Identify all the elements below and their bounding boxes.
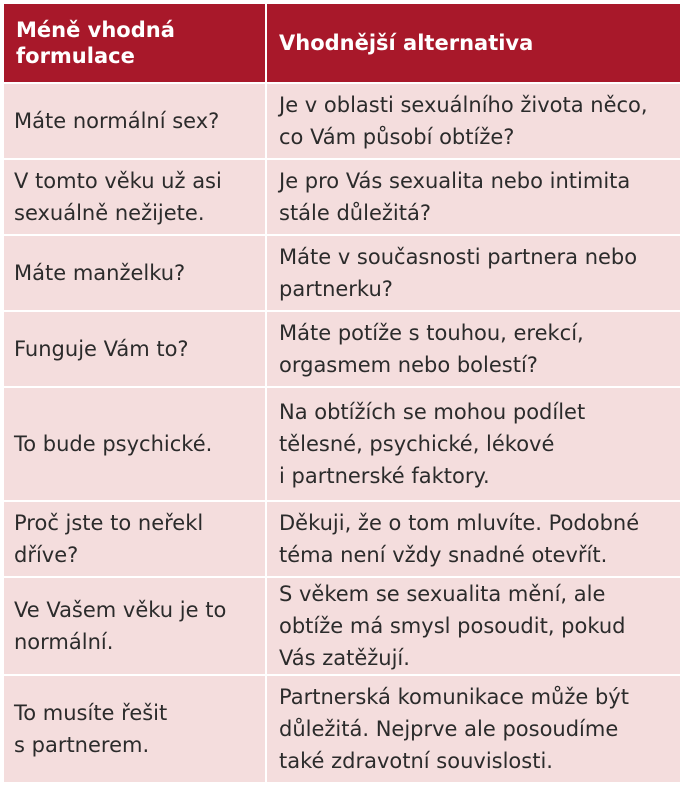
table-row (4, 159, 680, 235)
cell-less-suitable (4, 83, 266, 159)
cell-better-alternative (266, 311, 680, 387)
cell-line: Na obtížích se mohou podílet (279, 400, 586, 424)
cell-line: normální. (14, 630, 114, 654)
header-better-alternative (266, 4, 680, 83)
cell-line: V tomto věku už asi (14, 169, 222, 193)
communication-table (4, 4, 680, 782)
header-line: Vhodnější alternativa (279, 31, 534, 55)
cell-line: Proč jste to neřekl (14, 511, 204, 535)
header-row (4, 4, 680, 83)
cell-better-alternative (266, 501, 680, 577)
cell-line: Máte manželku? (14, 261, 186, 285)
cell-line: S věkem se sexualita mění, ale (279, 582, 606, 606)
cell-line: Vás zatěžují. (279, 646, 410, 670)
table-row (4, 83, 680, 159)
cell-better-alternative (266, 577, 680, 675)
cell-line: Je pro Vás sexualita nebo intimita (279, 169, 631, 193)
cell-line: Máte v současnosti partnera nebo (279, 245, 638, 269)
cell-better-alternative (266, 83, 680, 159)
header-line: Méně vhodná (16, 18, 175, 42)
cell-line: tělesné, psychické, lékové (279, 432, 555, 456)
table-row (4, 311, 680, 387)
cell-line: důležitá. Nejprve ale posoudíme (279, 717, 619, 741)
table-row (4, 235, 680, 311)
cell-better-alternative (266, 387, 680, 501)
cell-line: dříve? (14, 543, 79, 567)
cell-line: téma není vždy snadné otevřít. (279, 543, 608, 567)
header-less-suitable (4, 4, 266, 83)
table-row (4, 387, 680, 501)
cell-line: i partnerské faktory. (279, 464, 490, 488)
cell-less-suitable (4, 675, 266, 782)
cell-line: také zdravotní souvislosti. (279, 749, 553, 773)
cell-line: Děkuji, že o tom mluvíte. Podobné (279, 511, 640, 535)
table-row (4, 501, 680, 577)
table-header (4, 4, 680, 83)
cell-line: Je v oblasti sexuálního života něco, (279, 93, 648, 117)
cell-less-suitable (4, 501, 266, 577)
cell-line: partnerku? (279, 277, 393, 301)
cell-better-alternative (266, 159, 680, 235)
cell-line: co Vám působí obtíže? (279, 125, 515, 149)
cell-less-suitable (4, 159, 266, 235)
cell-less-suitable (4, 387, 266, 501)
cell-less-suitable (4, 311, 266, 387)
cell-better-alternative (266, 235, 680, 311)
table-body (4, 83, 680, 782)
cell-less-suitable (4, 235, 266, 311)
header-line: formulace (16, 44, 135, 68)
cell-line: Partnerská komunikace může být (279, 685, 629, 709)
cell-line: Funguje Vám to? (14, 337, 189, 361)
cell-line: s partnerem. (14, 733, 150, 757)
cell-line: Máte normální sex? (14, 109, 220, 133)
cell-line: Máte potíže s touhou, erekcí, (279, 321, 584, 345)
cell-line: obtíže má smysl posoudit, pokud (279, 614, 626, 638)
table-row (4, 675, 680, 782)
cell-line: To musíte řešit (14, 701, 168, 725)
cell-better-alternative (266, 675, 680, 782)
cell-less-suitable (4, 577, 266, 675)
cell-line: orgasmem nebo bolestí? (279, 353, 538, 377)
cell-line: Ve Vašem věku je to (14, 598, 227, 622)
cell-line: sexuálně nežijete. (14, 201, 205, 225)
table-row (4, 577, 680, 675)
cell-line: stále důležitá? (279, 201, 431, 225)
cell-line: To bude psychické. (14, 432, 213, 456)
